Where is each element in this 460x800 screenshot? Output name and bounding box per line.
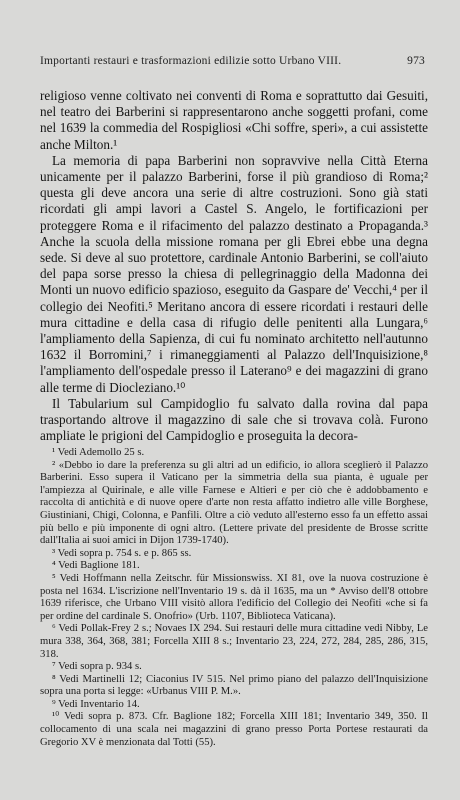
footnote-7: ⁷ Vedi sopra p. 934 s. [52,661,142,673]
running-header [40,55,425,67]
paragraph-3: Il Tabularium sul Campidoglio fu salvato dalla rovina dal papa trasportando altrove il magazzino di sale che si trovava colà. Furono ampliate le prigioni del Campidoglio e proseguita la decora- [40,395,428,444]
footnote-8: ⁸ Vedi Martinelli 12; Ciaconius IV 515. Nel primo piano del palazzo dell'Inquisizione sopra una porta si legge: «Urbanus VIII P. M.». [40,673,428,698]
footnote-3: ³ Vedi sopra p. 754 s. e p. 865 ss. [52,547,192,559]
page-number: 973 [407,55,425,67]
running-title: Importanti restauri e trasformazioni edilizie sotto Urbano VIII. [40,55,342,67]
footnote-9: ⁹ Vedi Inventario 14. [52,698,140,710]
paragraph-1: religioso venne coltivato nei conventi di Roma e soprattutto dai Gesuiti, nel teatro dei Barberini si rappresentarono anche soggetti profani, come nel 1639 la commedia del Rospigliosi «Chi soffre, speri», a cui assistette anche Milton.¹ [40,88,428,152]
footnotes [40,447,428,749]
main-text [40,88,428,444]
paragraph-2: La memoria di papa Barberini non sopravvive nella Città Eterna unicamente per il palazzo Barberini, forse il più grandioso di Roma;² questa gli deve ancora una serie di altre costruzioni. Sono già stati ricordati gli ampi lavori a Castel S. Angelo, le fortificazioni per proteggere Roma e il rifacimento del palazzo destinato a Propaganda.³ Anche la scuola della missione romana per gli Ebrei ebbe una degna sede. Si deve al suo protettore, cardinale Antonio Barberini, se coll'aiuto del papa sorse presso la chiesa di pellegrinaggio della Madonna dei Monti un nuovo edificio spazioso, eseguito da Gaspare de' Vecchi,⁴ per il collegio dei Neofiti.⁵ Meritano ancora di essere ricordati i restauri delle mura cittadine e della casa di rifugio delle penitenti alla Lungara,⁶ l'ampliamento della Sapienza, di cui fu nominato architetto nell'autunno 1632 il Borromini,⁷ i rimaneggiamenti al Palazzo dell'Inquisizione,⁸ l'ampliamento dell'ospedale presso il Laterano⁹ e dei magazzini di grano alle terme di Diocleziano.¹⁰ [40,152,428,395]
footnote-4: ⁴ Vedi Baglione 181. [52,560,140,572]
footnote-5: ⁵ Vedi Hoffmann nella Zeitschr. für Missionswiss. XI 81, ove la nuova costruzione è posta nel 1634. L'iscrizione nell'Inventario 19 s. dà il 1635, ma un * Avviso dell'8 ottobre 1639 riferisce, che Urbano VIII visitò allora l'edificio del Collegio dei Neofiti «che si fa per ordine del cardinale S. Onofrio» (Urb. 1107, Biblioteca Vaticana). [40,572,428,622]
footnote-10: ¹⁰ Vedi sopra p. 873. Cfr. Baglione 182; Forcella XIII 181; Inventario 349, 350. Il collocamento di una scala nei magazzini di grano presso Porta Portese restaurati da Gregorio XV è menzionata dal Totti (55). [40,711,428,748]
footnote-6: ⁶ Vedi Pollak-Frey 2 s.; Novaes IX 294. Sui restauri delle mura cittadine vedi Nibby, Le mura 338, 364, 368, 381; Forcella XIII 8 s.; Inventario 23, 224, 272, 284, 285, 286, 315, 318. [40,623,428,660]
footnote-2: ² «Debbo io dare la preferenza su gli altri ad un edificio, io allora sceglierò il Palazzo Barberini. Esso supera il Vaticano per la simmetria della sua pianta, è uguale per l'ampiezza al Quirinale, e alle ville Farnese e Altieri e per ciò che è addobbamento e raccolta di antichità e di nuove opere d'arte non resta affatto indietro alle ville Borghese, Giustiniani, Chigi, Colonna, e Panfili. Oltre a ciò veduto all'esterno esso fa un effetto assai più bello e più imponente di ogni altro. (Lettere private del presidente de Brosse scritte dall'Italia ai suoi amici in Dijon 1739-1740). [40,459,428,547]
footnote-1: ¹ Vedi Ademollo 25 s. [52,447,145,458]
